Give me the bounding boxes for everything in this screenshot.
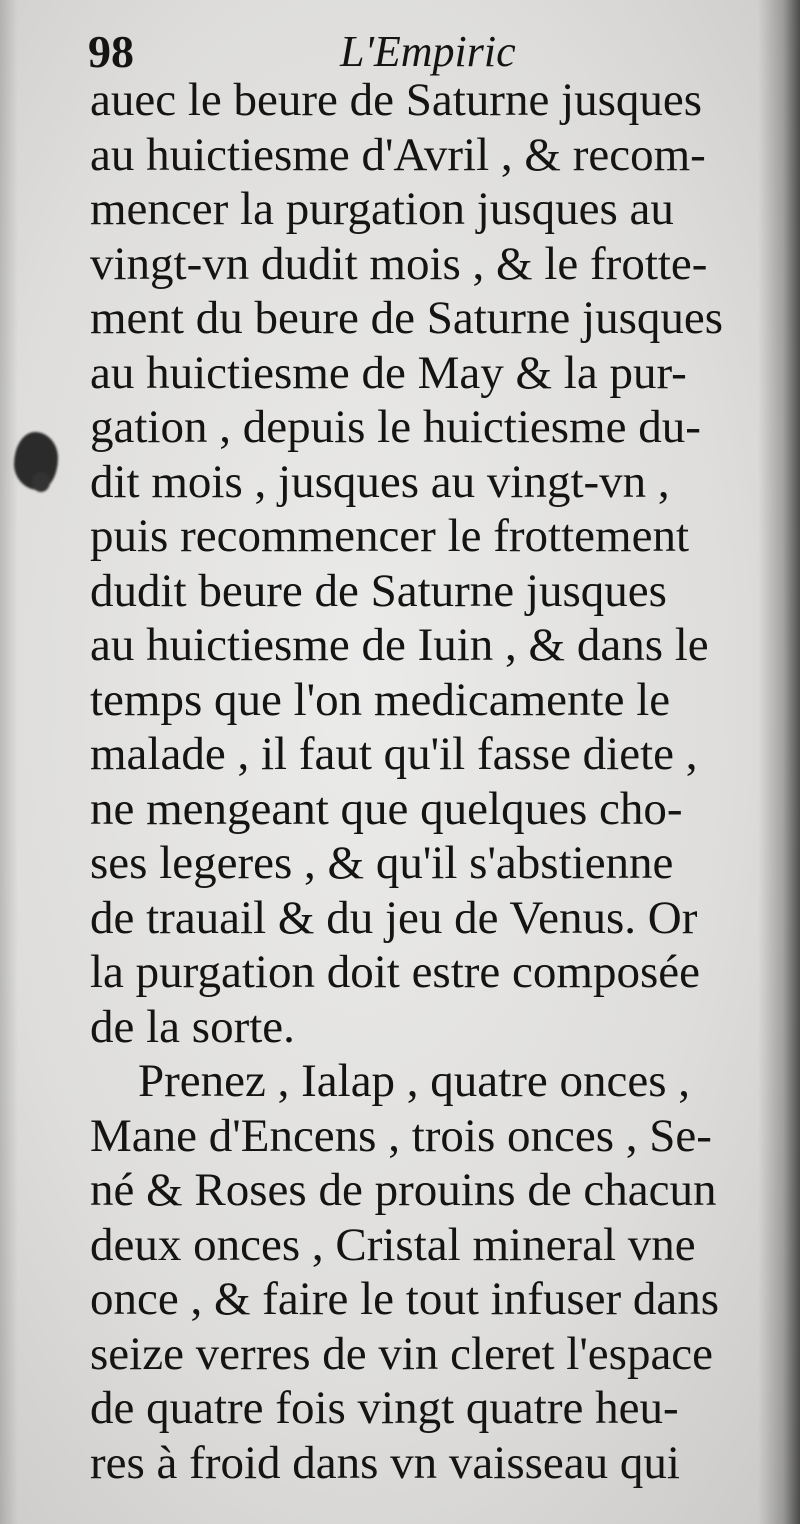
text-line: Mane d'Encens , trois onces , Se- [90, 1109, 712, 1162]
text-line: la purgation doit estre composée [90, 946, 700, 998]
text-line: gation , depuis le huictiesme du- [90, 401, 701, 453]
text-line: au huictiesme d'Avril , & recom- [90, 128, 706, 181]
text-line: temps que l'on medicamente le [90, 673, 671, 726]
text-line: dit mois , jusques au vingt-vn , [90, 455, 670, 508]
text-line: ment du beure de Saturne jusques [90, 292, 724, 344]
text-line: mencer la purgation jusques au [90, 183, 674, 235]
body-text [90, 73, 762, 1490]
ink-stain [14, 432, 58, 490]
text-line: de la sorte. [90, 1000, 295, 1053]
text-line: res à froid dans vn vaisseau qui [90, 1436, 680, 1489]
text-line: dudit beure de Saturne jusques [90, 564, 667, 617]
text-line: ne mengeant que quelques cho- [90, 782, 683, 835]
text-line: de trauail & du jeu de Venus. Or [90, 891, 698, 944]
page-number: 98 [88, 26, 134, 77]
text-line: deux onces , Cristal mineral vne [90, 1218, 696, 1271]
text-line: ses legeres , & qu'il s'abstienne [90, 837, 674, 889]
running-title: L'Empiric [340, 27, 516, 76]
text-line: Prenez , Ialap , quatre onces , [138, 1055, 690, 1107]
text-line: né & Roses de prouins de chacun [90, 1164, 717, 1216]
text-line: auec le beure de Saturne jusques [90, 74, 703, 126]
text-line: vingt-vn dudit mois , & le frotte- [90, 237, 708, 290]
text-line: au huictiesme de Iuin , & dans le [90, 619, 709, 671]
text-line: puis recommencer le frottement [90, 510, 689, 562]
text-line: au huictiesme de May & la pur- [90, 346, 687, 399]
text-line: malade , il faut qu'il fasse diete , [90, 728, 698, 780]
text-line: once , & faire le tout infuser dans [90, 1273, 720, 1325]
page-gutter-shadow [0, 0, 18, 1524]
text-line: de quatre fois vingt quatre heu- [90, 1382, 679, 1434]
text-line: seize verres de vin cleret l'espace [90, 1327, 714, 1380]
page-edge-shadow [758, 0, 800, 1524]
